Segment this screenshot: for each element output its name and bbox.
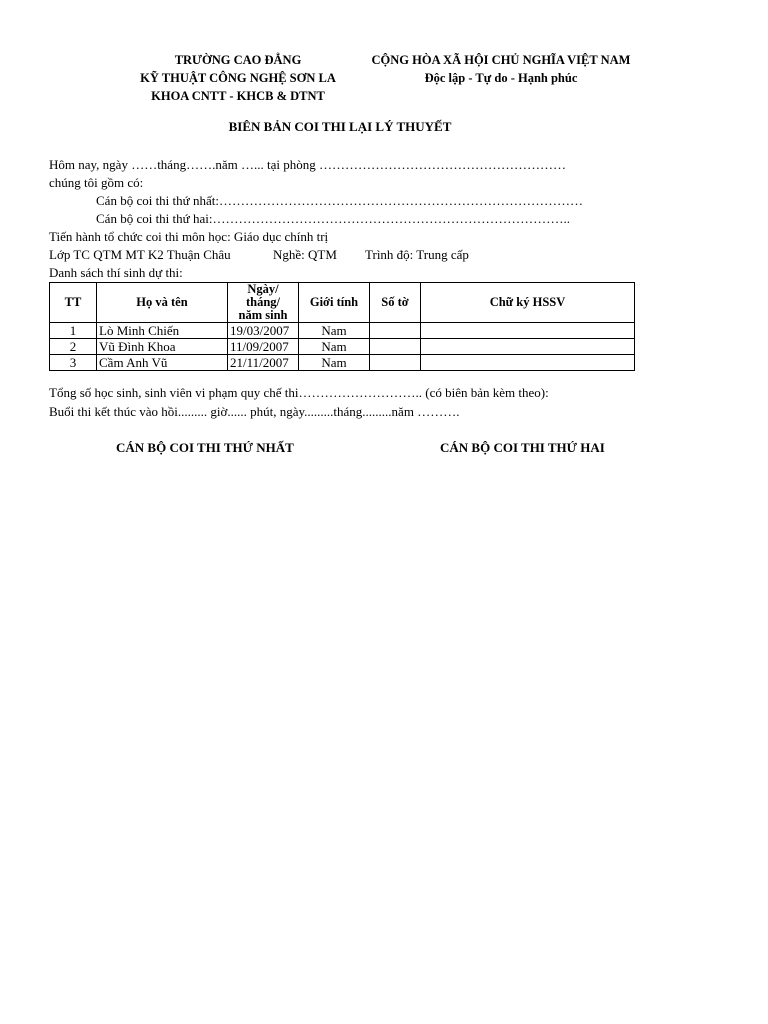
- cell-gender: Nam: [299, 323, 370, 339]
- national-motto: Độc lập - Tự do - Hạnh phúc: [424, 71, 578, 85]
- cell-name: Lò Minh Chiến: [97, 323, 228, 339]
- school-name-line2: KỸ THUẬT CÔNG NGHỆ SƠN LA: [140, 71, 336, 85]
- table-row: [50, 355, 635, 371]
- cell-signature: [421, 323, 635, 339]
- col-gender: Giới tính: [299, 283, 370, 323]
- cell-dob: 19/03/2007: [228, 323, 299, 339]
- cell-tt: 1: [50, 323, 97, 339]
- proctor2-line: Cán bộ coi thi thứ hai:………………………………………………………………………..: [96, 211, 570, 226]
- class-line: Lớp TC QTM MT K2 Thuận Châu: [49, 247, 231, 262]
- school-name: TRƯỜNG CAO ĐẲNG: [174, 53, 302, 67]
- we-include-line: chúng tôi gồm có:: [49, 175, 144, 190]
- school-header: [118, 51, 358, 105]
- cell-signature: [421, 355, 635, 371]
- major-line: Nghề: QTM: [273, 247, 337, 262]
- col-dob-line2: năm sinh: [238, 308, 288, 322]
- national-header: [360, 51, 642, 87]
- subject-line: Tiến hành tổ chức coi thi môn học: Giáo dục chính trị: [49, 229, 329, 244]
- cell-tt: 3: [50, 355, 97, 371]
- col-name: Họ và tên: [97, 283, 228, 323]
- faculty-name: KHOA CNTT - KHCB & DTNT: [151, 89, 325, 103]
- cell-sheets: [370, 355, 421, 371]
- cell-dob: 11/09/2007: [228, 339, 299, 355]
- table-row: [50, 323, 635, 339]
- date-line: Hôm nay, ngày ……tháng…….năm …... tại phòng …………………………………………………: [49, 157, 566, 172]
- cell-tt: 2: [50, 339, 97, 355]
- col-dob: [228, 283, 299, 323]
- document-title: BIÊN BẢN COI THI LẠI LÝ THUYẾT: [228, 119, 452, 134]
- proctor1-signature-label: CÁN BỘ COI THI THỨ NHẤT: [116, 440, 294, 455]
- cell-name: Vũ Đình Khoa: [97, 339, 228, 355]
- cell-sheets: [370, 323, 421, 339]
- col-sheets: Số tờ: [370, 283, 421, 323]
- cell-dob: 21/11/2007: [228, 355, 299, 371]
- national-title: CỘNG HÒA XÃ HỘI CHỦ NGHĨA VIỆT NAM: [371, 53, 631, 67]
- proctor2-signature-label: CÁN BỘ COI THI THỨ HAI: [440, 440, 605, 455]
- cell-sheets: [370, 339, 421, 355]
- student-table: [49, 282, 635, 371]
- cell-gender: Nam: [299, 355, 370, 371]
- table-header-row: [50, 283, 635, 323]
- col-signature: Chữ ký HSSV: [421, 283, 635, 323]
- end-time-line: Buổi thi kết thúc vào hồi......... giờ...... phút, ngày.........tháng.........năm ……….: [49, 404, 460, 419]
- cell-name: Cầm Anh Vũ: [97, 355, 228, 371]
- level-line: Trình độ: Trung cấp: [365, 247, 469, 262]
- violations-line: Tổng số học sinh, sinh viên vi phạm quy chế thi……………………….. (có biên bản kèm theo):: [49, 385, 549, 400]
- cell-gender: Nam: [299, 339, 370, 355]
- proctor1-line: Cán bộ coi thi thứ nhất:…………………………………………………………………………: [96, 193, 583, 208]
- col-dob-line1: Ngày/ tháng/: [245, 282, 281, 309]
- list-label: Danh sách thí sinh dự thi:: [49, 265, 183, 280]
- cell-signature: [421, 339, 635, 355]
- col-tt: TT: [50, 283, 97, 323]
- table-row: [50, 339, 635, 355]
